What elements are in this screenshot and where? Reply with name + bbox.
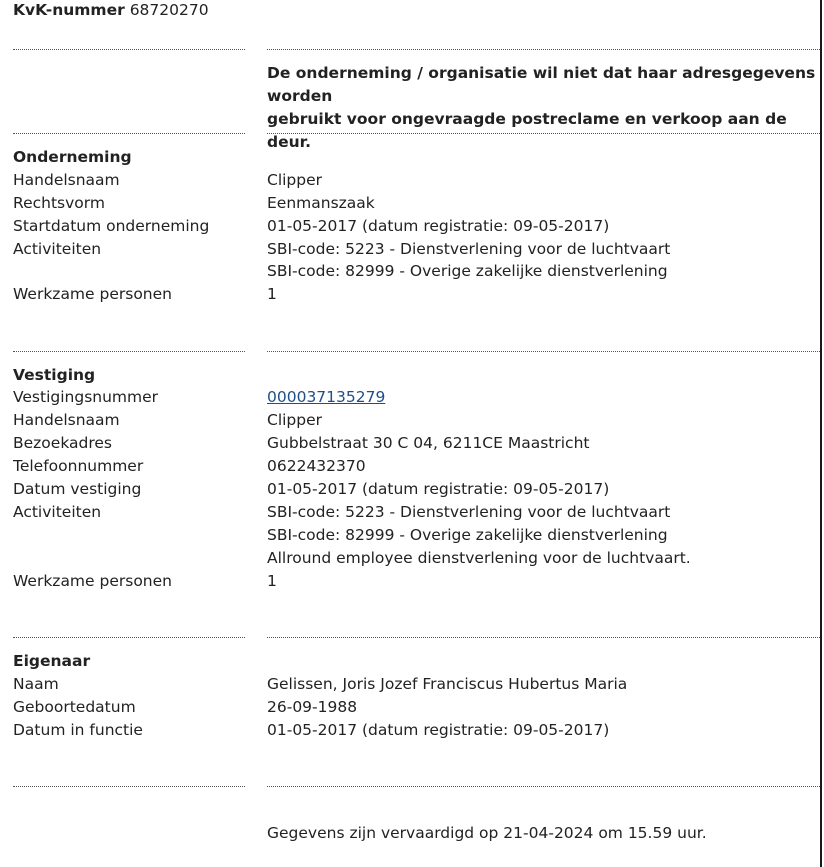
row-value: SBI-code: 5223 - Dienstverlening voor de luchtvaart: [267, 503, 671, 521]
detail-row: [0, 696, 820, 719]
activity-line: Allround employee dienstverlening voor de luchtvaart.: [267, 549, 691, 567]
row-value: 01-05-2017 (datum registratie: 09-05-2017): [267, 721, 610, 739]
detail-row: [0, 501, 820, 524]
divider-right: [267, 49, 820, 50]
divider-left: [13, 637, 245, 638]
detail-row: [0, 169, 820, 192]
detail-row: [0, 409, 820, 432]
row-label: Telefoonnummer: [13, 457, 144, 475]
row-label: Werkzame personen: [13, 572, 172, 590]
detail-row: [0, 478, 820, 501]
activity-line: SBI-code: 82999 - Overige zakelijke dienstverlening: [267, 526, 668, 544]
row-value: Gelissen, Joris Jozef Franciscus Hubertus Maria: [267, 675, 628, 693]
kvk-number: 68720270: [129, 1, 209, 19]
row-label: Rechtsvorm: [13, 194, 105, 212]
detail-row: [0, 215, 820, 238]
row-value: 01-05-2017 (datum registratie: 09-05-2017): [267, 480, 610, 498]
row-label: Vestigingsnummer: [13, 388, 159, 406]
row-value: 1: [267, 285, 277, 303]
detail-row: [0, 432, 820, 455]
row-value: Gubbelstraat 30 C 04, 6211CE Maastricht: [267, 434, 590, 452]
section-title-eigenaar: Eigenaar: [13, 652, 91, 670]
row-label: Datum in functie: [13, 721, 143, 739]
vestigingsnummer-link[interactable]: 000037135279: [267, 388, 386, 406]
right-border-line: [820, 0, 822, 867]
row-value: 1: [267, 572, 277, 590]
row-label: Datum vestiging: [13, 480, 142, 498]
divider-left: [13, 49, 245, 50]
row-label: Geboortedatum: [13, 698, 136, 716]
detail-row: [0, 455, 820, 478]
address-notice: De onderneming / organisatie wil niet dat haar adresgegevens worden gebruikt voor ongevraagde postreclame en verkoop aan de deur.: [267, 64, 816, 151]
row-label: Bezoekadres: [13, 434, 113, 452]
detail-row: [0, 719, 820, 742]
divider-right: [267, 637, 820, 638]
section-title-onderneming: Onderneming: [13, 148, 132, 166]
row-value: SBI-code: 5223 - Dienstverlening voor de luchtvaart: [267, 240, 671, 258]
generated-timestamp: Gegevens zijn vervaardigd op 21-04-2024 om 15.59 uur.: [267, 824, 707, 842]
detail-row: [0, 673, 820, 696]
detail-row: [0, 386, 820, 409]
kvk-header: [13, 1, 209, 19]
divider-left: [13, 133, 245, 134]
row-value: 0622432370: [267, 457, 366, 475]
row-label: Werkzame personen: [13, 285, 172, 303]
row-label: Naam: [13, 675, 59, 693]
detail-row: [0, 192, 820, 215]
section-title-vestiging: Vestiging: [13, 366, 96, 384]
row-label: Handelsnaam: [13, 171, 120, 189]
activity-line: SBI-code: 82999 - Overige zakelijke dienstverlening: [267, 262, 668, 280]
kvk-label: KvK-nummer: [13, 1, 125, 19]
row-value: Eenmanszaak: [267, 194, 375, 212]
row-label: Activiteiten: [13, 240, 102, 258]
detail-row: [0, 570, 820, 593]
row-label: Handelsnaam: [13, 411, 120, 429]
row-value: Clipper: [267, 411, 323, 429]
row-value: 26-09-1988: [267, 698, 358, 716]
detail-row: [0, 283, 820, 306]
divider-left: [13, 786, 245, 787]
row-label: Startdatum onderneming: [13, 217, 210, 235]
row-value: Clipper: [267, 171, 323, 189]
row-value: 01-05-2017 (datum registratie: 09-05-2017): [267, 217, 610, 235]
divider-left: [13, 351, 245, 352]
divider-right: [267, 786, 820, 787]
divider-right: [267, 351, 820, 352]
detail-row: [0, 238, 820, 261]
divider-right: [267, 133, 820, 134]
row-label: Activiteiten: [13, 503, 102, 521]
